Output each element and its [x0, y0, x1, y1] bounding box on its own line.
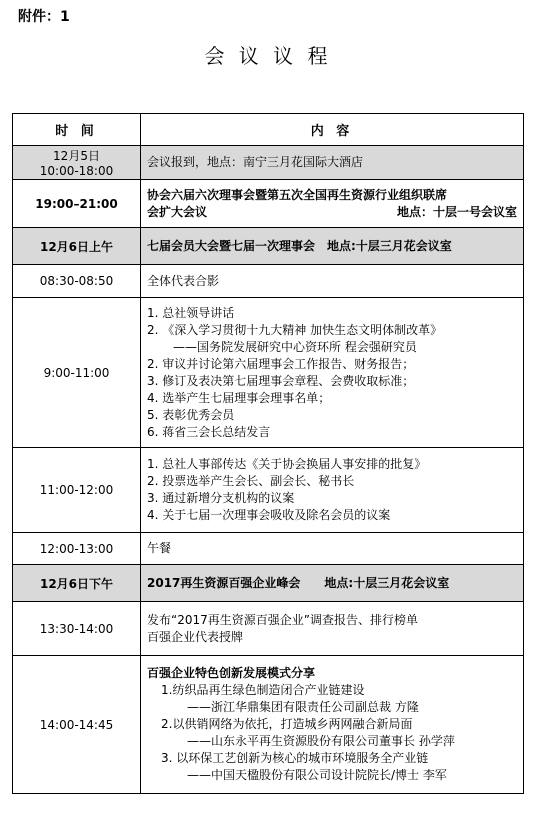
table-row — [13, 602, 524, 656]
row-time: 12月6日下午 — [13, 565, 141, 602]
row-content: 1. 总社领导讲话 2. 《深入学习贯彻十九大精神 加快生态文明体制改革》 ——国务院发展研究中心资环所 程会强研究员 2. 审议并讨论第六届理事会工作报告、财务报告； 3. 修订及表决第七届理事会章程、会费收取标准； 4. 选举产生七届理事会理事名单； 5. 表彰优秀会员 6. 蒋省三会长总结发言 — [141, 298, 524, 448]
row-time: 13:30-14:00 — [13, 602, 141, 656]
table-row — [13, 298, 524, 448]
row-content: 午餐 — [141, 533, 524, 565]
attachment-label: 附件：1 — [18, 9, 70, 25]
table-header-row — [13, 114, 524, 146]
table-row — [13, 533, 524, 565]
table-row — [13, 265, 524, 298]
row-content: 百强企业特色创新发展模式分享 1.纺织品再生绿色制造闭合产业链建设 ——浙江华鼎集团有限责任公司副总裁 方隆 2.以供销网络为依托，打造城乡两网融合新局面 ——山东永平再生资源股份有限公司董事长 孙学萍 3. 以环保工艺创新为核心的城市环境服务全产业链 ——中国天楹股份有限公司设计院院长/博士 李军 — [141, 656, 524, 794]
table-row — [13, 146, 524, 180]
agenda-table — [12, 113, 524, 794]
column-header-time: 时 间 — [13, 114, 141, 146]
page-title: 会 议 议 程 — [204, 44, 332, 68]
table-row — [13, 180, 524, 228]
row-time: 12月5日 10:00-18:00 — [13, 146, 141, 180]
location-text: 地点：十层一号会议室 — [396, 204, 517, 219]
row-content: 全体代表合影 — [141, 265, 524, 298]
row-content: 会议报到，地点：南宁三月花国际大酒店 — [141, 146, 524, 180]
row-time: 14:00-14:45 — [13, 656, 141, 794]
row-time: 12月6日上午 — [13, 228, 141, 265]
table-row — [13, 448, 524, 533]
row-time: 12:00-13:00 — [13, 533, 141, 565]
table-row — [13, 565, 524, 602]
row-time: 08:30-08:50 — [13, 265, 141, 298]
row-time: 19:00–21:00 — [13, 180, 141, 228]
row-content: 2017再生资源百强企业峰会 地点:十层三月花会议室 — [141, 565, 524, 602]
row-time: 9:00-11:00 — [13, 298, 141, 448]
column-header-content: 内 容 — [141, 114, 524, 146]
row-content: 七届会员大会暨七届一次理事会 地点:十层三月花会议室 — [141, 228, 524, 265]
table-row — [13, 228, 524, 265]
row-time: 11:00-12:00 — [13, 448, 141, 533]
table-row — [13, 656, 524, 794]
row-content: 1. 总社人事部传达《关于协会换届人事安排的批复》 2. 投票选举产生会长、副会长、秘书长 3. 通过新增分支机构的议案 4. 关于七届一次理事会吸收及除名会员的议案 — [141, 448, 524, 533]
row-content: 协会六届六次理事会暨第五次全国再生资源行业组织联席 会扩大会议 地点：十层一号会议室 — [141, 180, 524, 228]
row-content: 发布“2017再生资源百强企业”调查报告、排行榜单 百强企业代表授牌 — [141, 602, 524, 656]
